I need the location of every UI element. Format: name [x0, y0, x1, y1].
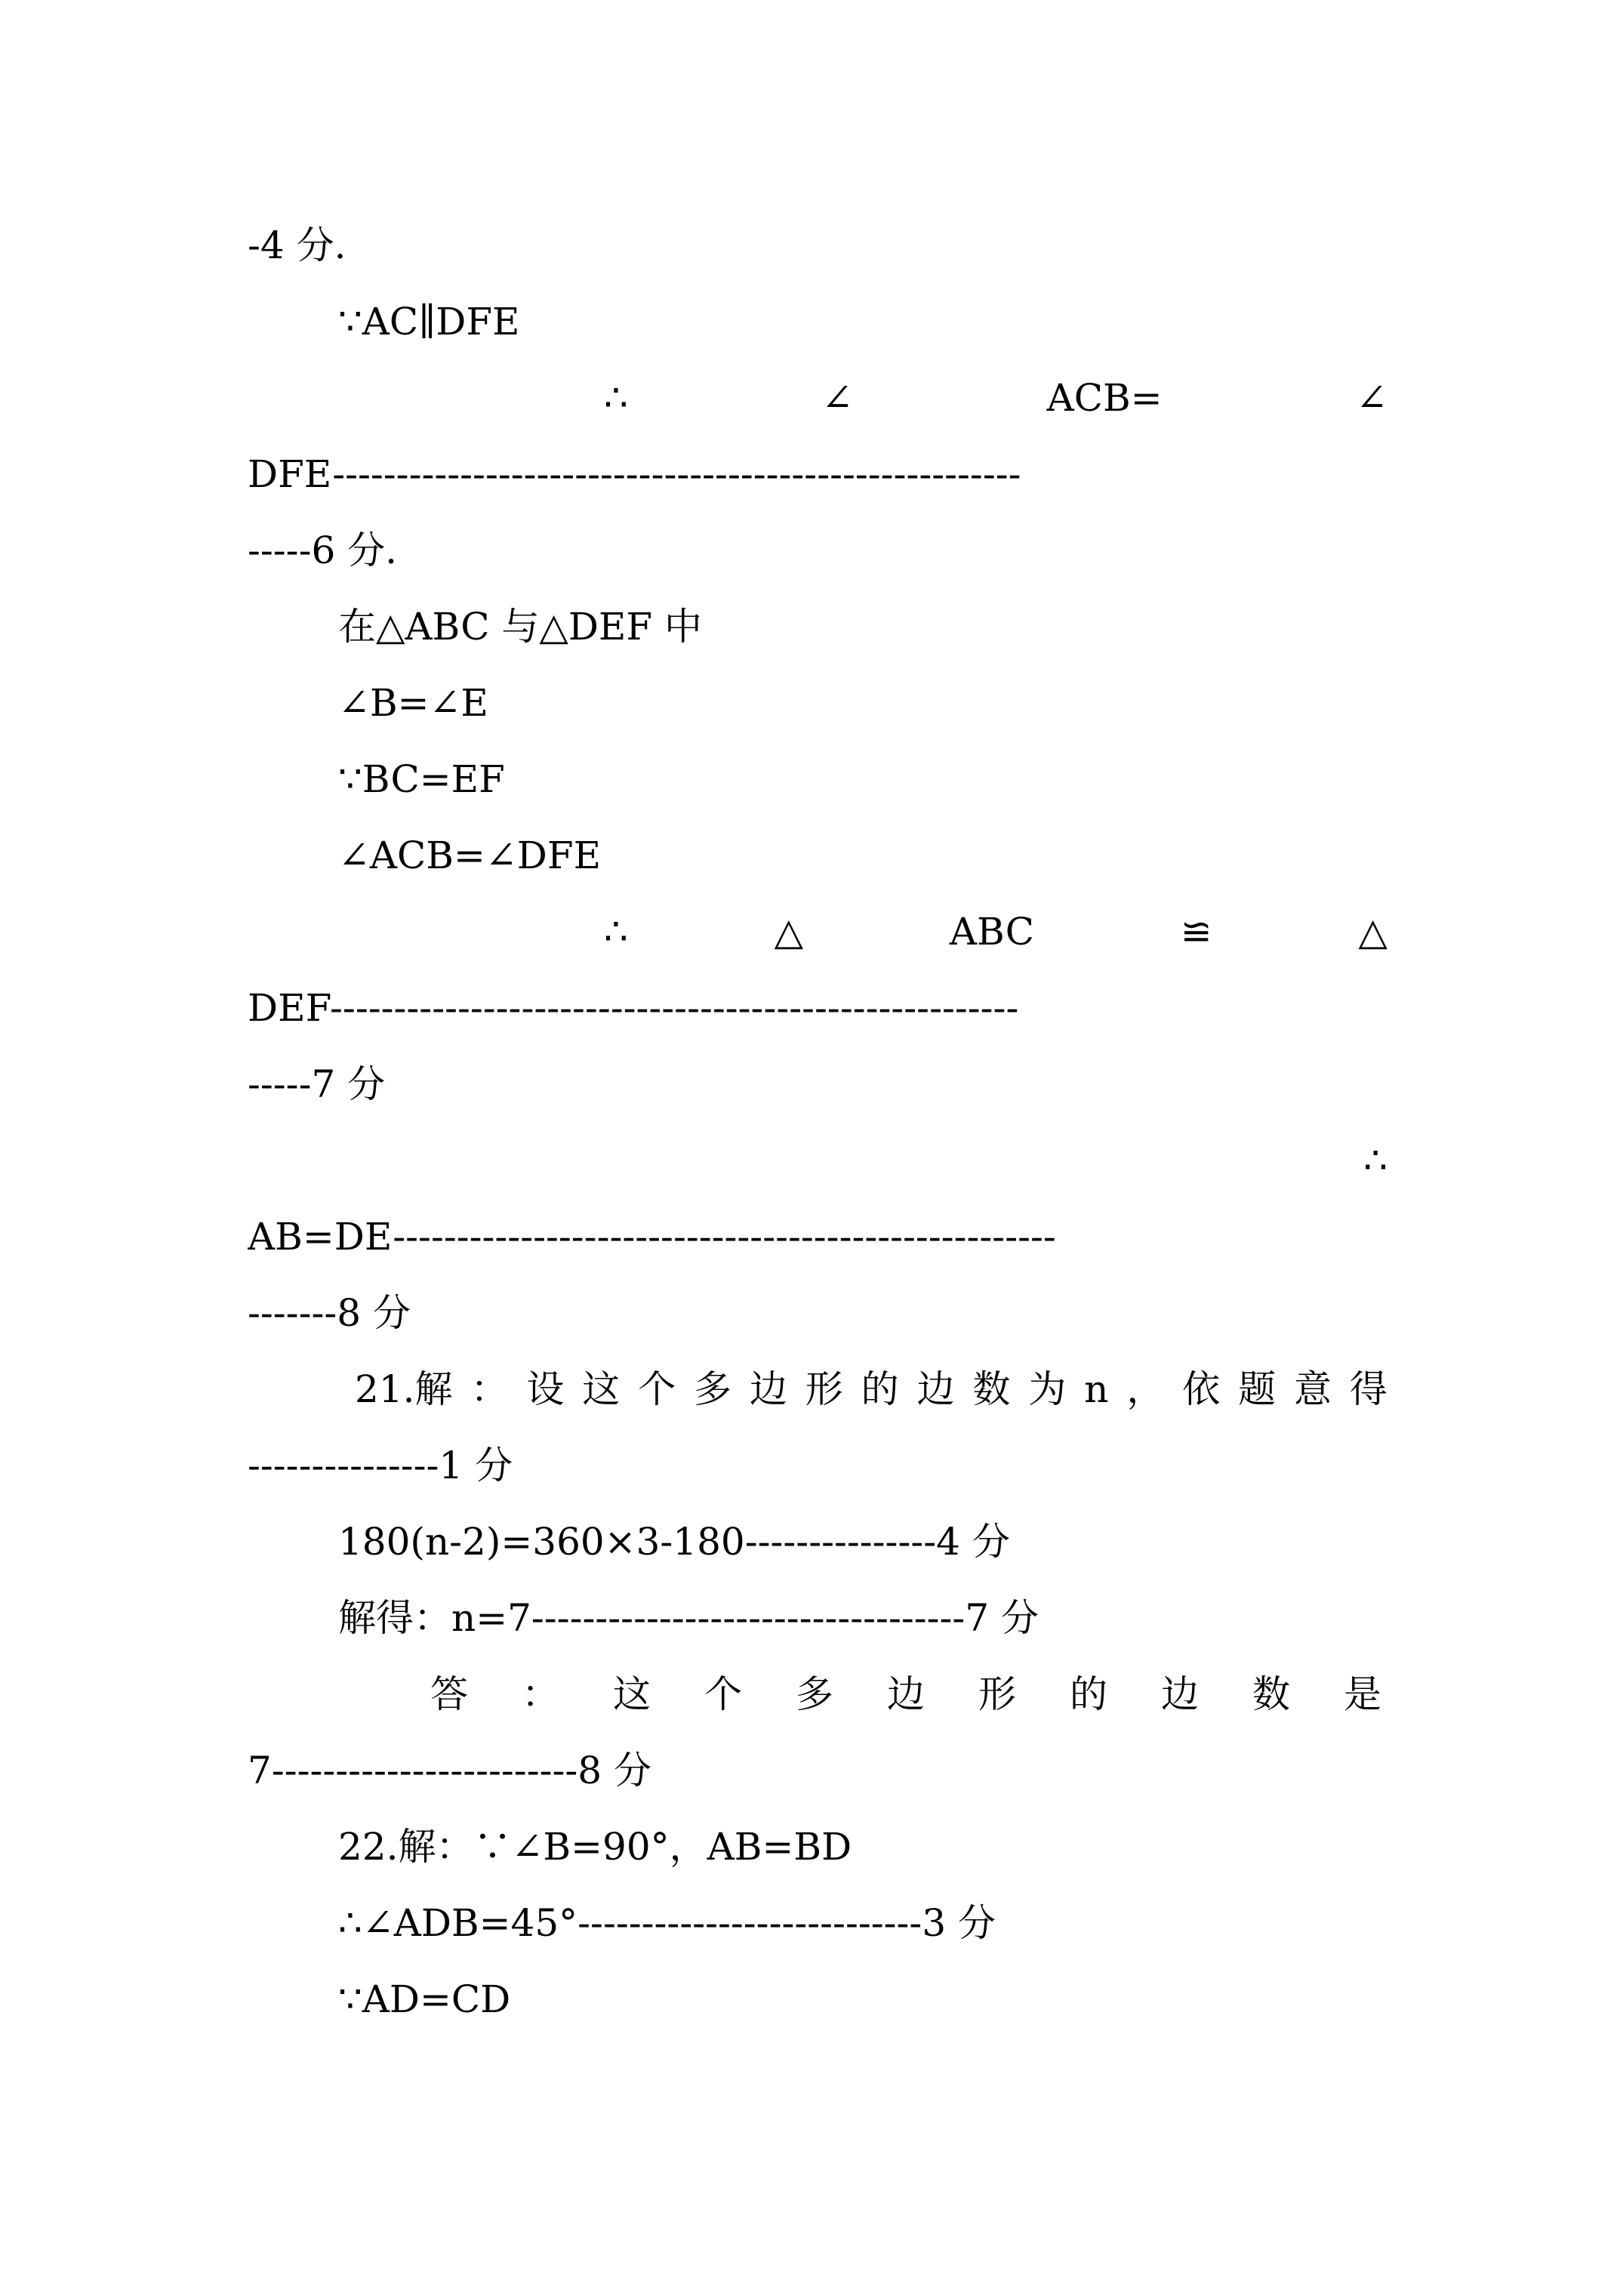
text-line: ∵AC∥DFE: [338, 300, 520, 344]
therefore-symbol: ∴: [1363, 1139, 1387, 1182]
text-line: ---------------1 分: [248, 1444, 513, 1487]
text-token: ACB=: [1046, 376, 1163, 420]
justified-line: [604, 895, 1387, 968]
justified-line: [430, 1658, 1381, 1730]
text-token: 是: [1344, 1672, 1381, 1716]
text-line: 在△ABC 与△DEF 中: [338, 605, 703, 649]
text-line: -----6 分.: [248, 529, 398, 572]
congruent-symbol: ≌: [1180, 910, 1212, 954]
text-line: ∠ACB=∠DFE: [338, 834, 602, 877]
text-line: ∠B=∠E: [338, 681, 488, 725]
text-token: 为: [1028, 1367, 1067, 1411]
text-line: -4 分.: [248, 223, 346, 267]
text-token: 设: [526, 1367, 565, 1411]
text-line: DEF------------------------------------------------------: [248, 986, 1019, 1030]
text-line: 180(n-2)=360×3-180---------------4 分: [338, 1520, 1010, 1564]
text-token: 多: [796, 1672, 833, 1716]
text-line: AB=DE----------------------------------------------------: [248, 1215, 1056, 1259]
text-token: 个: [638, 1367, 676, 1411]
text-token: 多: [693, 1367, 731, 1411]
justified-line: [604, 362, 1387, 434]
text-token: 依: [1182, 1367, 1221, 1411]
text-token: 形: [978, 1672, 1016, 1716]
text-token: 边: [887, 1672, 925, 1716]
text-token: 边: [749, 1367, 787, 1411]
justified-line: [355, 1353, 1387, 1425]
text-line: -----7 分: [248, 1062, 386, 1106]
text-token: ABC: [949, 910, 1034, 954]
text-token: 意: [1293, 1367, 1332, 1411]
text-token: ：: [522, 1672, 559, 1716]
therefore-symbol: ∴: [604, 910, 628, 954]
text-token: 题: [1238, 1367, 1277, 1411]
text-line: 解得：n=7----------------------------------7 分: [338, 1596, 1039, 1640]
text-token: 形: [805, 1367, 843, 1411]
text-token: 边: [916, 1367, 955, 1411]
text-token: 数: [1252, 1672, 1290, 1716]
text-line: 7------------------------8 分: [248, 1749, 651, 1792]
angle-symbol: ∠: [821, 376, 854, 420]
therefore-symbol: ∴: [604, 376, 628, 420]
text-token: 边: [1161, 1672, 1199, 1716]
text-token: 这: [613, 1672, 651, 1716]
text-token: 这: [582, 1367, 621, 1411]
text-token: 的: [1070, 1672, 1107, 1716]
text-token: 的: [861, 1367, 899, 1411]
text-line: -------8 分: [248, 1291, 411, 1335]
text-line: ∵AD=CD: [338, 1977, 511, 2021]
text-token: ，: [1126, 1367, 1165, 1411]
angle-symbol: ∠: [1356, 376, 1387, 420]
text-line: ∴∠ADB=45°---------------------------3 分: [338, 1901, 996, 1945]
text-token: 得: [1349, 1367, 1387, 1411]
text-token: n: [1084, 1367, 1109, 1411]
text-token: 个: [704, 1672, 742, 1716]
triangle-symbol: △: [1358, 910, 1387, 954]
text-token: 答: [430, 1672, 468, 1716]
text-line: ∵BC=EF: [338, 757, 505, 801]
text-token: 数: [972, 1367, 1011, 1411]
triangle-symbol: △: [774, 910, 804, 954]
text-line: DFE------------------------------------------------------: [248, 452, 1021, 496]
text-token: 21.解: [355, 1367, 453, 1411]
text-token: ：: [470, 1367, 509, 1411]
text-line: 22.解：∵∠B=90°，AB=BD: [338, 1825, 852, 1869]
